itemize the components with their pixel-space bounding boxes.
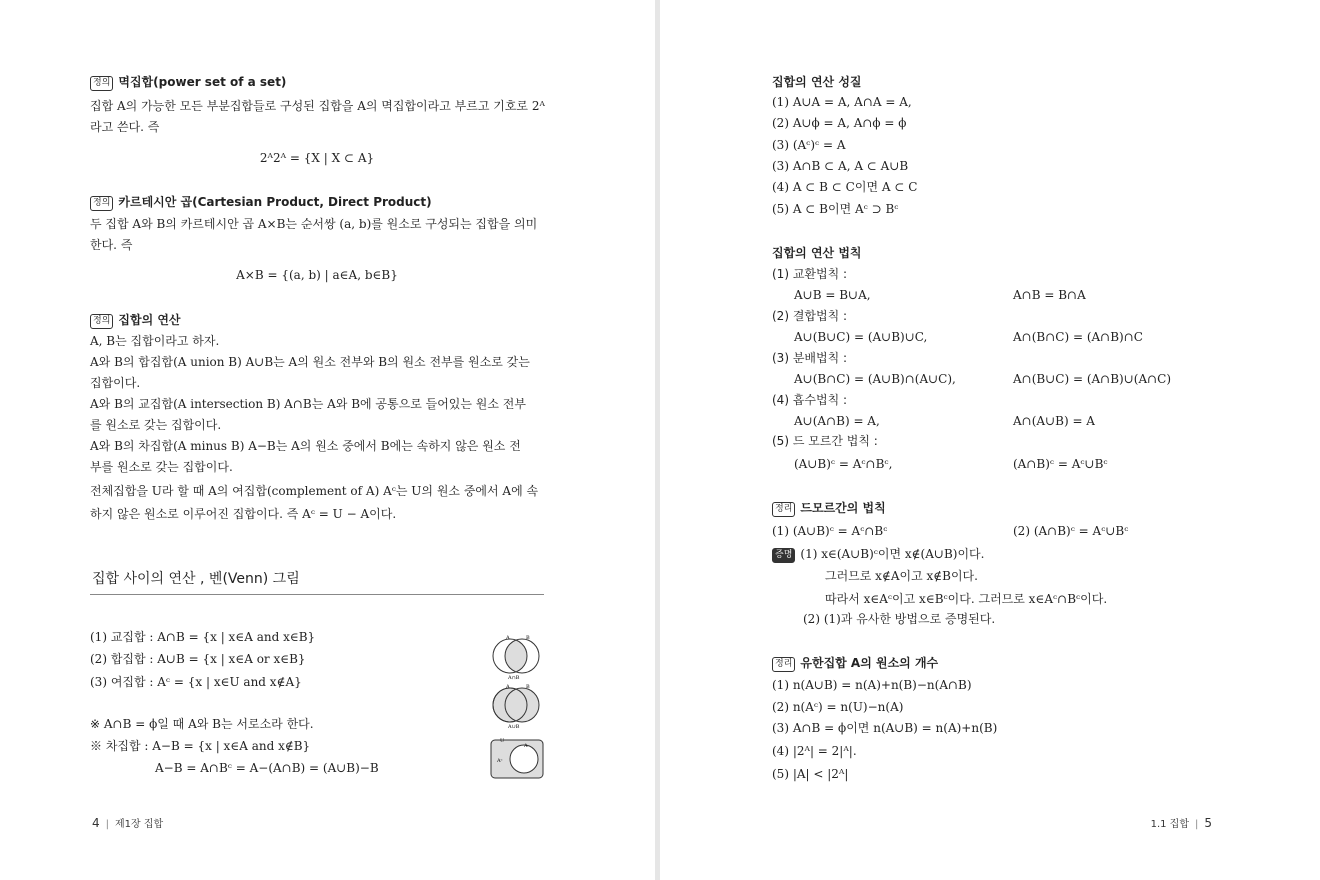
op-complement: (3) 여집합 : Aᶜ = {x | x∈U and x∉A} — [90, 675, 302, 689]
prop-item: (5) A ⊂ B이면 Aᶜ ⊃ Bᶜ — [772, 202, 899, 216]
def-powerset-heading — [90, 73, 286, 91]
section-name: 1.1 집합 — [1150, 819, 1189, 830]
count-item: (5) |A| < |2ᴬ| — [772, 767, 849, 781]
def-cartesian-formula: A×B = {(a, b) | a∈A, b∈B} — [236, 268, 398, 282]
law-right: A∩(B∩C) = (A∩B)∩C — [1013, 330, 1143, 344]
venn-complement — [491, 738, 543, 778]
law-right: A∩(A∪B) = A — [1013, 414, 1095, 428]
def-cartesian-line: 한다. 즉 — [90, 238, 133, 252]
proof-tag: 증명 — [772, 548, 795, 563]
def-cartesian-heading — [90, 193, 432, 211]
def-ops-line: A와 B의 합집합(A union B) A∪B는 A의 원소 전부와 B의 원소 전부를 원소로 갖는 — [90, 355, 530, 369]
right-page — [660, 0, 1320, 880]
law-left: A∪(B∪C) = (A∪B)∪C, — [794, 330, 928, 344]
footer-right: 1.1 집합 | 5 — [1150, 816, 1212, 830]
laws-title: 집합의 연산 법칙 — [772, 246, 862, 260]
proof-text: (1) x∈(A∪B)ᶜ이면 x∉(A∪B)이다. — [800, 547, 985, 561]
prop-item: (1) A∪A = A, A∩A = A, — [772, 95, 912, 109]
def-ops-line: A, B는 집합이라고 하자. — [90, 334, 220, 348]
def-ops-line: 를 원소로 갖는 집합이다. — [90, 418, 222, 432]
def-powerset-line: 라고 쓴다. 즉 — [90, 120, 160, 134]
prop-item: (4) A ⊂ B ⊂ C이면 A ⊂ C — [772, 180, 918, 194]
law-name: (4) 흡수법칙 : — [772, 393, 848, 407]
thm-demorgan-title: 드모르간의 법칙 — [800, 501, 886, 515]
prop-item: (3) A∩B ⊂ A, A ⊂ A∪B — [772, 159, 909, 173]
def-cartesian-line: 두 집합 A와 B의 카르테시안 곱 A×B는 순서쌍 (a, b)를 원소로 구성되는 집합을 의미 — [90, 217, 538, 231]
count-item: (2) n(Aᶜ) = n(U)−n(A) — [772, 700, 904, 714]
page-number: 4 — [92, 816, 100, 830]
count-item: (1) n(A∪B) = n(A)+n(B)−n(A∩B) — [772, 678, 972, 692]
thm-count-title: 유한집합 A의 원소의 개수 — [800, 656, 939, 670]
law-name: (2) 결합법칙 : — [772, 309, 848, 323]
venn-label-b: B — [526, 684, 530, 690]
thm-demorgan-heading — [772, 499, 886, 517]
law-right: A∩B = B∩A — [1013, 288, 1086, 302]
def-ops-line: A와 B의 차집합(A minus B) A−B는 A의 원소 중에서 B에는 속하지 않은 원소 전 — [90, 439, 521, 453]
chapter-name: 제1장 집합 — [115, 819, 164, 830]
law-left: A∪(B∩C) = (A∪B)∩(A∪C), — [794, 372, 956, 386]
prop-item: (3) (Aᶜ)ᶜ = A — [772, 138, 846, 152]
proof-line: 그러므로 x∉A이고 x∉B이다. — [825, 569, 978, 583]
def-ops-line: A와 B의 교집합(A intersection B) A∩B는 A와 B에 공통으로 들어있는 원소 전부 — [90, 397, 526, 411]
def-ops-heading — [90, 311, 181, 329]
theorem-tag: 정리 — [772, 502, 795, 517]
def-powerset-title: 멱집합(power set of a set) — [118, 75, 287, 89]
proof-line: 따라서 x∈Aᶜ이고 x∈Bᶜ이다. 그러므로 x∈Aᶜ∩Bᶜ이다. — [825, 592, 1108, 606]
venn-label-a: A — [506, 635, 510, 641]
venn-label-a: A — [524, 743, 528, 749]
left-page — [0, 0, 655, 880]
footer-left: 4 | 제1장 집합 — [92, 816, 164, 830]
count-item: (3) A∩B = ϕ이면 n(A∪B) = n(A)+n(B) — [772, 721, 998, 735]
definition-tag: 정의 — [90, 314, 113, 329]
thm-count-heading — [772, 654, 938, 672]
law-left: A∪B = B∪A, — [794, 288, 871, 302]
venn-label-a: A — [506, 684, 510, 690]
venn-caption-cap: A∩B — [508, 675, 520, 681]
definition-tag: 정의 — [90, 196, 113, 211]
def-ops-line: 집합이다. — [90, 376, 141, 390]
venn-intersection — [493, 635, 539, 681]
def-ops-line: 전체집합을 U라 할 때 A의 여집합(complement of A) Aᶜ는 U의 원소 중에서 A에 속 — [90, 484, 539, 498]
venn-union — [493, 684, 539, 730]
law-left: (A∪B)ᶜ = Aᶜ∩Bᶜ, — [794, 457, 893, 471]
def-powerset-formula: 2ᴬ2ᴬ = {X | X ⊂ A} — [259, 151, 375, 165]
law-name: (3) 분배법칙 : — [772, 351, 848, 365]
def-ops-line: 하지 않은 원소로 이루어진 집합이다. 즉 Aᶜ = U − A이다. — [90, 507, 397, 521]
def-ops-title: 집합의 연산 — [118, 313, 181, 327]
props-title: 집합의 연산 성질 — [772, 75, 862, 89]
venn-label-comp: Aᶜ — [497, 758, 503, 764]
venn-label-u: U — [500, 738, 505, 744]
prop-item: (2) A∪ϕ = A, A∩ϕ = ϕ — [772, 116, 907, 130]
note-disjoint: ※ A∩B = ϕ일 때 A와 B는 서로소라 한다. — [90, 717, 314, 731]
venn-label-b: B — [526, 635, 530, 641]
thm-demorgan-stmt: (2) (A∩B)ᶜ = Aᶜ∪Bᶜ — [1013, 524, 1129, 538]
op-union: (2) 합집합 : A∪B = {x | x∈A or x∈B} — [90, 652, 306, 666]
note-difference-formula: A−B = A∩Bᶜ = A−(A∩B) = (A∪B)−B — [155, 761, 379, 775]
def-ops-line: 부를 원소로 갖는 집합이다. — [90, 460, 233, 474]
venn-diagrams — [488, 632, 548, 782]
thm-demorgan-stmt: (1) (A∪B)ᶜ = Aᶜ∩Bᶜ — [772, 524, 888, 538]
definition-tag: 정의 — [90, 76, 113, 91]
op-intersection: (1) 교집합 : A∩B = {x | x∈A and x∈B} — [90, 630, 316, 644]
proof-line — [772, 544, 984, 565]
proof-line: (2) (1)과 유사한 방법으로 증명된다. — [803, 612, 996, 626]
law-right: A∩(B∪C) = (A∩B)∪(A∩C) — [1013, 372, 1172, 386]
law-left: A∪(A∩B) = A, — [794, 414, 880, 428]
law-right: (A∩B)ᶜ = Aᶜ∪Bᶜ — [1013, 457, 1108, 471]
count-item: (4) |2ᴬ| = 2|ᴬ|. — [772, 744, 857, 758]
venn-caption-cup: A∪B — [508, 724, 520, 730]
page-number: 5 — [1204, 816, 1212, 830]
law-name: (5) 드 모르간 법칙 : — [772, 434, 878, 448]
section-divider — [90, 594, 544, 595]
section-title: 집합 사이의 연산 , 벤(Venn) 그림 — [92, 571, 300, 587]
def-cartesian-title: 카르테시안 곱(Cartesian Product, Direct Product) — [118, 195, 432, 209]
def-powerset-line: 집합 A의 가능한 모든 부분집합들로 구성된 집합을 A의 멱집합이라고 부르고 기호로 2ᴬ — [90, 99, 545, 113]
theorem-tag: 정리 — [772, 657, 795, 672]
note-difference: ※ 차집합 : A−B = {x | x∈A and x∉B} — [90, 739, 311, 753]
law-name: (1) 교환법칙 : — [772, 267, 848, 281]
